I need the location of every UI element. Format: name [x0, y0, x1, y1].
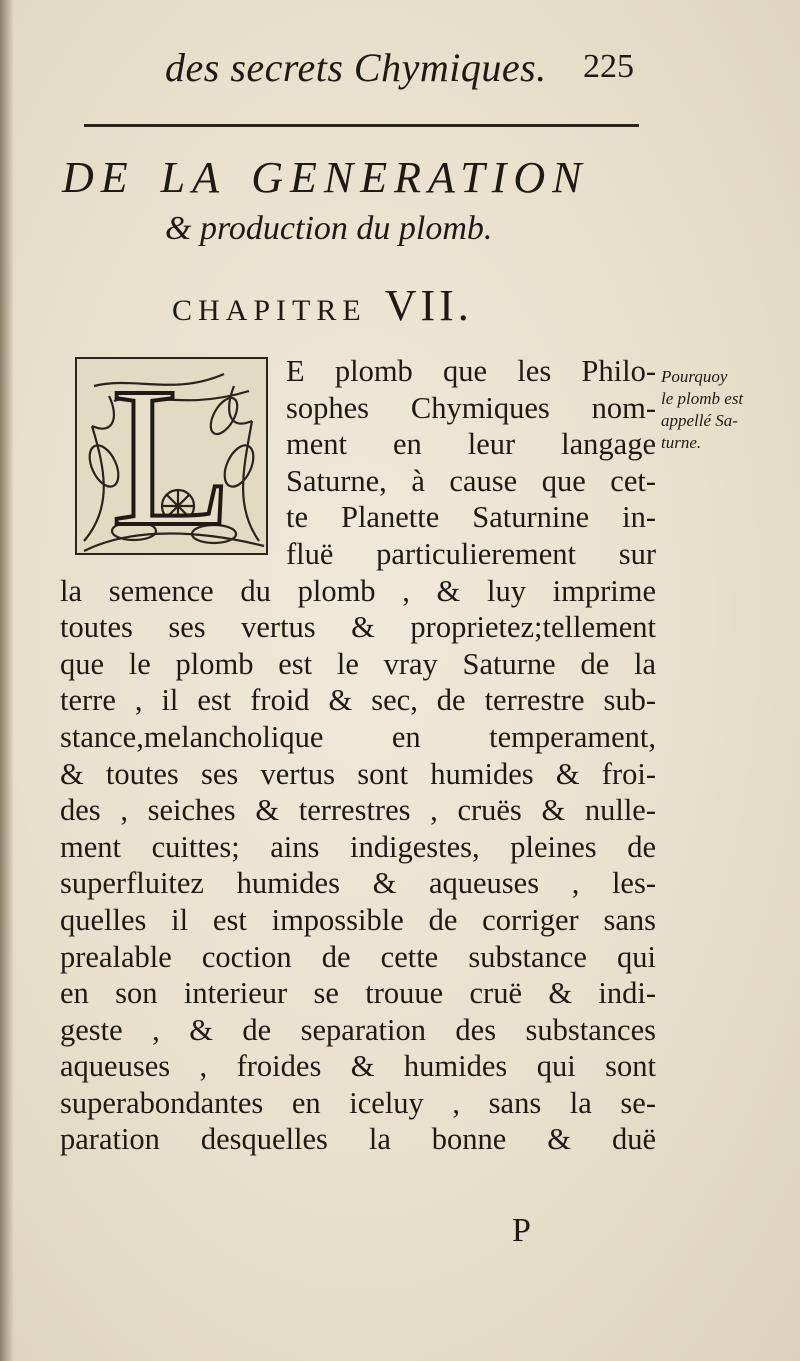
text-line: que le plomb est le vray Saturne de la — [60, 646, 656, 681]
chapter-subtitle: & production du plomb. — [165, 210, 493, 247]
text-line: aqueuses , froides & humides qui sont — [60, 1049, 656, 1084]
text-line: superfluitez humides & aqueuses , les- — [60, 866, 656, 901]
text-line: te Planette Saturnine in- — [286, 500, 656, 535]
page-number: 225 — [583, 48, 634, 85]
text-line: terre , il est froid & sec, de terrestre sub- — [60, 683, 656, 718]
text-line: la semence du plomb , & luy imprime — [60, 573, 656, 608]
text-line: stance,melancholique en temperament, — [60, 719, 656, 754]
body-text — [60, 353, 656, 1158]
chapter-heading — [172, 280, 473, 331]
chapter-word: CHAPITRE — [172, 294, 367, 327]
text-line: fluë particulierement sur — [286, 536, 656, 571]
header-rule — [84, 124, 639, 127]
text-line: E plomb que les Philo- — [286, 354, 656, 388]
signature-mark: P — [512, 1212, 531, 1249]
page-gutter-shadow — [0, 0, 14, 1361]
text-line: prealable coction de cette substance qui — [60, 939, 656, 974]
text-line: & toutes ses vertus sont humides & froi- — [60, 756, 656, 791]
page-header — [0, 38, 800, 98]
text-line: paration desquelles la bonne & duë — [60, 1122, 656, 1157]
marginal-note-line: le plomb est — [661, 389, 744, 408]
marginal-note-line: turne. — [661, 433, 702, 452]
marginal-note — [661, 366, 796, 454]
text-line: ment cuittes; ains indigestes, pleines de — [60, 829, 656, 864]
text-line: en son interieur se trouue cruë & indi- — [60, 976, 656, 1011]
text-line: sophes Chymiques nom- — [286, 390, 656, 425]
running-head: des secrets Chymiques. — [165, 45, 547, 90]
text-line: Saturne, à cause que cet- — [286, 463, 656, 498]
text-line: des , seiches & terrestres , cruës & nulle- — [60, 793, 656, 828]
text-line: geste , & de separation des substances — [60, 1012, 656, 1047]
text-line: quelles il est impossible de corriger sans — [60, 902, 656, 937]
marginal-note-line: appellé Sa- — [661, 411, 738, 430]
text-line: superabondantes en iceluy , sans la se- — [60, 1085, 656, 1120]
chapter-number: VII. — [384, 281, 473, 330]
marginal-note-line: Pourquoy — [661, 367, 728, 386]
chapter-title: DE LA GENERATION — [62, 153, 589, 202]
text-line: toutes ses vertus & proprietez;tellement — [60, 610, 656, 645]
text-line: ment en leur langage — [286, 427, 656, 462]
drop-cap-letter: L — [110, 356, 234, 556]
